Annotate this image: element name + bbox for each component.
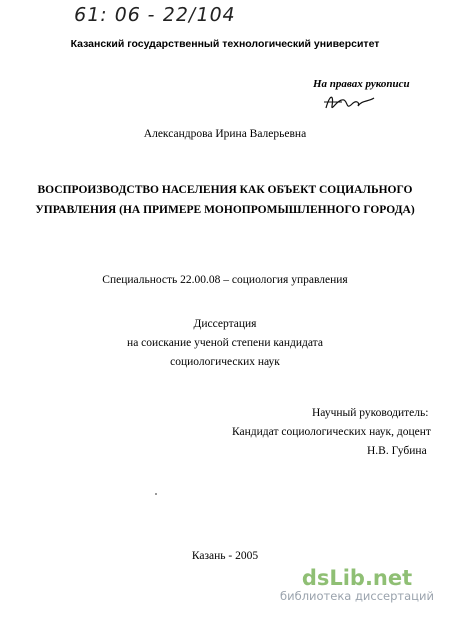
archive-number: 61: 06 - 22/104 [72, 4, 238, 26]
watermark-logo: dsLib.net [301, 566, 413, 590]
dissertation-title [30, 180, 420, 220]
university-name: Казанский государственный технологический университет [70, 38, 380, 50]
degree-line: Диссертация [193, 318, 257, 330]
degree-line: на соискание ученой степени кандидата [127, 337, 323, 349]
supervisor-degree: Кандидат социологических наук, доцент [232, 426, 431, 438]
title-line: ВОСПРОИЗВОДСТВО НАСЕЛЕНИЯ КАК ОБЪЕКТ СОЦИАЛЬНОГО [37, 184, 413, 196]
author-name: Александрова Ирина Валерьевна [143, 128, 307, 140]
degree-line: социологических наук [170, 356, 280, 368]
city-year: Казань - 2005 [191, 550, 259, 562]
supervisor-block [232, 404, 431, 461]
handwritten-signature [322, 90, 382, 116]
watermark [270, 566, 444, 603]
watermark-subtitle: библиотека диссертаций [280, 589, 434, 603]
supervisor-label: Научный руководитель: [312, 407, 429, 419]
title-line: УПРАВЛЕНИЯ (НА ПРИМЕРЕ МОНОПРОМЫШЛЕННОГО ГОРОДА) [35, 204, 415, 216]
manuscript-rights-label: На правах рукописи [313, 78, 410, 90]
scan-speck [155, 493, 157, 495]
specialty-line: Специальность 22.00.08 – социология управления [102, 274, 348, 286]
degree-block [0, 315, 450, 372]
supervisor-name: Н.В. Губина [367, 445, 427, 457]
